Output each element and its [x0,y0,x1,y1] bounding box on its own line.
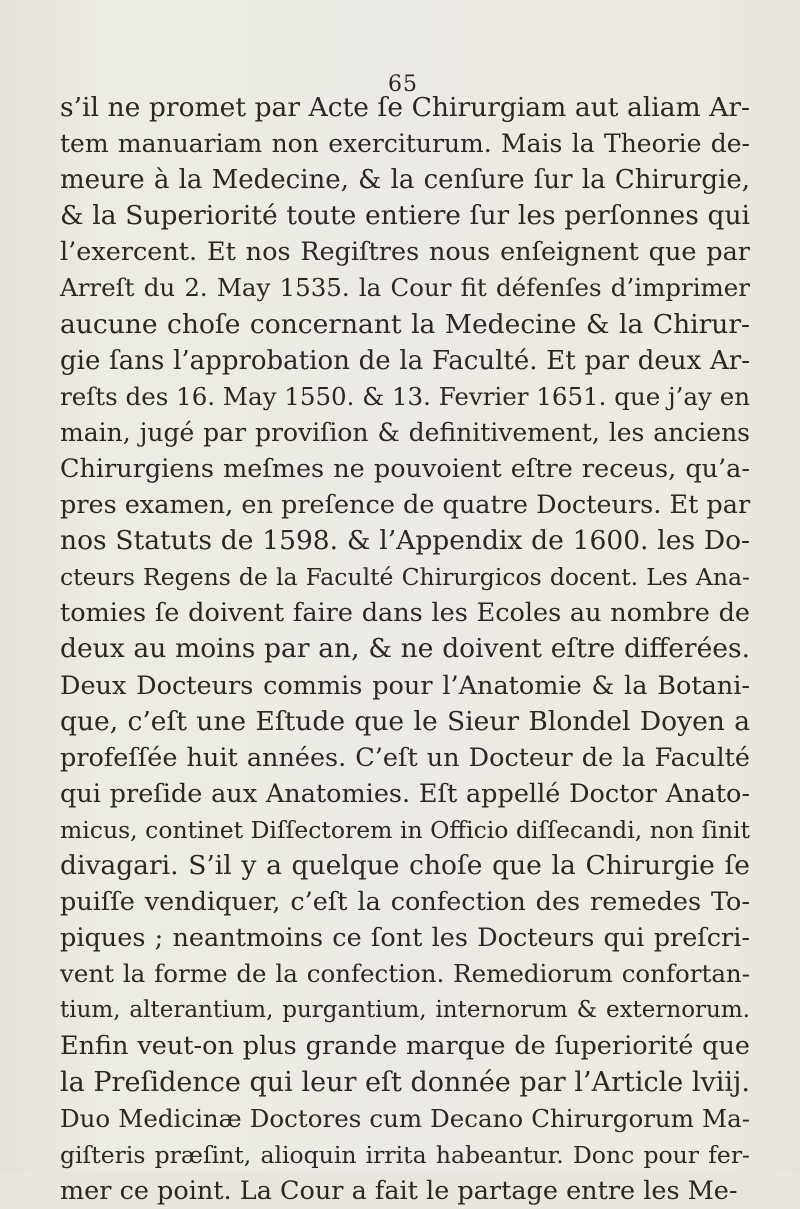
text-line: que, c’eſt une Eſtude que le Sieur Blondel Doyen a [60,705,750,737]
text-line: aucune choſe concernant la Medecine & la Chirur- [60,308,750,340]
text-line: s’il ne promet par Acte ſe Chirurgiam aut aliam Ar- [60,92,750,123]
text-line: deux au moins par an, & ne doivent eſtre differées. [60,633,750,665]
text-line: pres examen, en preſence de quatre Docteurs. Et par [60,490,751,521]
text-line: micus, continet Diſſectorem in Officio diſſecandi, non ſinit [60,815,750,844]
text-line: tomies ſe doivent faire dans les Ecoles au nombre de [60,598,750,629]
text-line: l’exercent. Et nos Regiſtres nous enſeignent que par [60,237,750,268]
text-line: tium, alterantium, purgantium, internorum & externorum. [60,997,750,1024]
body-text [60,90,750,1209]
text-line: puiſſe vendiquer, c’eſt la confection des remedes To- [60,887,750,918]
text-line: tem manuariam non exerciturum. Mais la Theorie de- [60,129,750,159]
text-line: nos Statuts de 1598. & l’Appendix de 1600. les Do- [60,525,750,557]
text-line: Chirurgiens meſmes ne pouvoient eſtre receus, qu’a- [60,453,750,484]
text-line: main, jugé par proviſion & definitivement, les anciens [60,417,750,447]
text-line: Duo Medicinæ Doctores cum Decano Chirurgorum Ma- [60,1103,750,1133]
text-line: Deux Docteurs commis pour l’Anatomie & la Botani- [60,670,750,701]
text-line: la Preſidence qui leur eſt donnée par l’Article lviij. [60,1066,750,1098]
page-number: 65 [388,72,418,97]
text-line: & la Superiorité toute entiere ſur les perſonnes qui [60,200,750,232]
text-line: giſteris præſint, alioquin irrita habeantur. Donc pour fer- [60,1140,750,1169]
text-line: mer ce point. La Cour a fait le partage entre les Me- [60,1175,738,1206]
text-line: qui preſide aux Anatomies. Eſt appellé Doctor Anato- [60,778,750,809]
text-line: Enfin veut-on plus grande marque de ſuperiorité que [60,1031,750,1062]
text-line: gie ſans l’approbation de la Faculté. Et par deux Ar- [60,345,750,376]
text-line: meure à la Medecine, & la cenſure ſur la Chirurgie, [60,165,750,196]
text-line: reſts des 16. May 1550. & 13. Fevrier 1651. que j’ay en [60,381,750,411]
text-line: profeſſée huit années. C’eſt un Docteur de la Faculté [60,742,750,773]
text-line: Arreſt du 2. May 1535. la Cour fit défenſes d’imprimer [60,273,750,303]
text-line: divagari. S’il y a quelque choſe que la Chirurgie ſe [60,849,750,881]
text-line: cteurs Regens de la Faculté Chirurgicos docent. Les Ana- [60,563,750,592]
text-line: piques ; neantmoins ce ſont les Docteurs qui preſcri- [60,923,750,954]
text-line: vent la forme de la confection. Remediorum confortan- [60,959,750,989]
